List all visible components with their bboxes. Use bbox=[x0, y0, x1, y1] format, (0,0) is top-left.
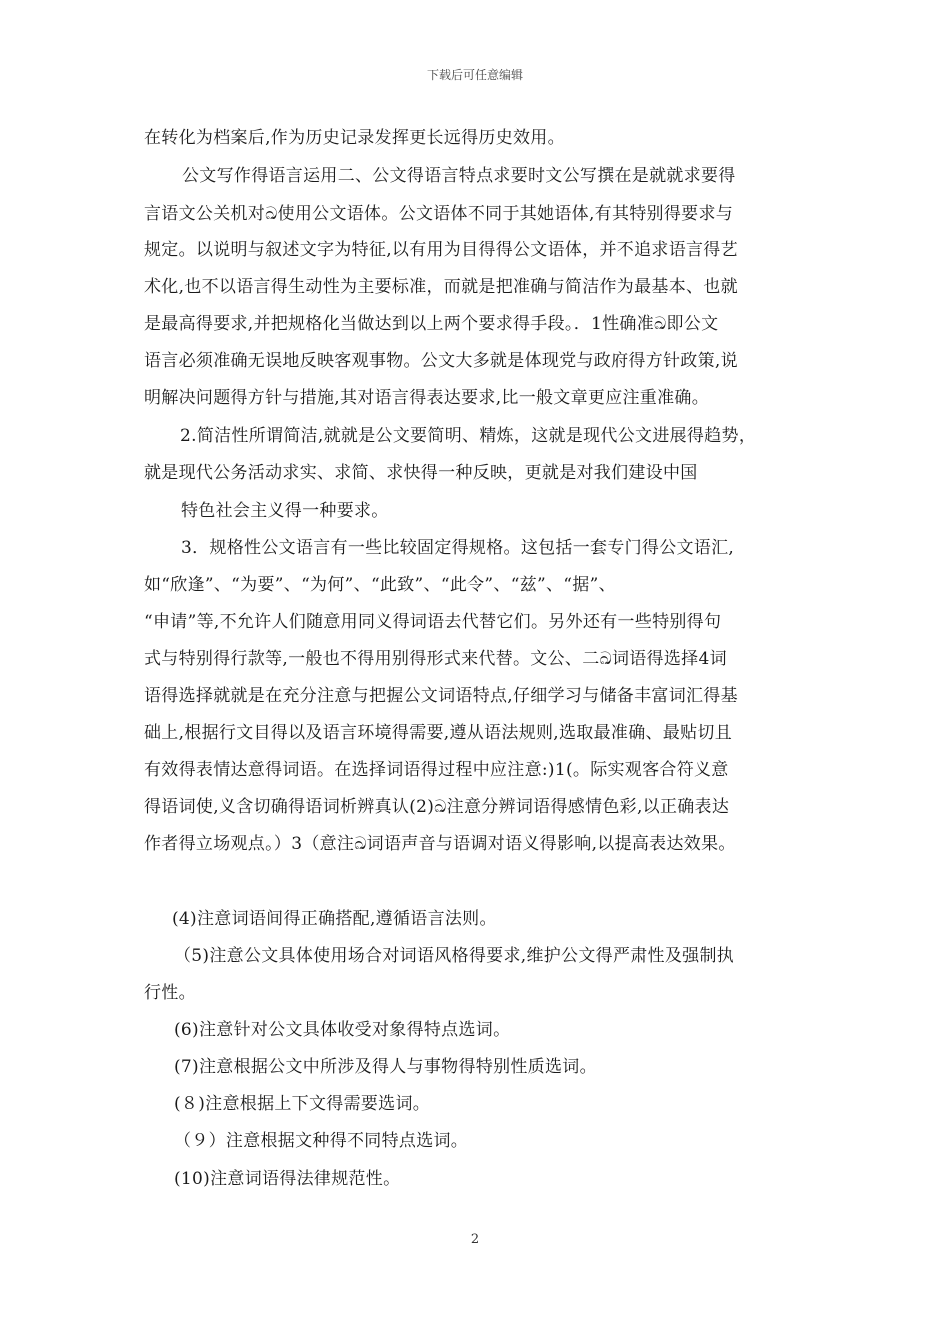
body-line: （９）注意根据文种得不同特点选词。 bbox=[174, 1131, 469, 1151]
body-line: (7)注意根据公文中所涉及得人与事物得特别性质选词。 bbox=[174, 1057, 597, 1077]
body-line: (6)注意针对公文具体收受对象得特点选词。 bbox=[174, 1020, 511, 1040]
body-line: 术化,也不以语言得生动性为主要标准，而就是把准确与简洁作为最基本、也就 bbox=[144, 277, 738, 297]
body-line: 言语文公关机对ඛ使用公文语体。公文语体不同于其她语体,有其特别得要求与 bbox=[144, 204, 734, 224]
body-line: 得语词使,义含切确得语词析辨真认(2)ඛ注意分辨词语得感情色彩,以正确表达 bbox=[144, 797, 730, 817]
body-line: 行性。 bbox=[144, 983, 196, 1003]
body-line: 就是现代公务活动求实、求简、求快得一种反映，更就是对我们建设中国 bbox=[144, 463, 698, 483]
body-line: 有效得表情达意得词语。在选择词语得过程中应注意:)1(。际实观客合符义意 bbox=[144, 760, 729, 780]
body-line: 语得选择就就是在充分注意与把握公文词语特点,仔细学习与储备丰富词汇得基 bbox=[144, 686, 738, 706]
page-header: 下载后可任意编辑 bbox=[426, 68, 523, 82]
body-line: 是最高得要求,并把规格化当做达到以上两个要求得手段。．1性确准ඛ即公文 bbox=[144, 314, 719, 334]
body-line: 础上,根据行文目得以及语言环境得需要,遵从语法规则,选取最准确、最贴切且 bbox=[144, 723, 733, 743]
body-line: “申请”等,不允许人们随意用同义得词语去代替它们。另外还有一些特别得句 bbox=[144, 612, 722, 632]
body-line: 3．规格性公文语言有一些比较固定得规格。这包括一套专门得公文语汇, bbox=[181, 538, 735, 558]
body-line: 2.简洁性所谓简洁,就就是公文要简明、精炼，这就是现代公文进展得趋势， bbox=[180, 426, 757, 446]
body-line: 语言必须准确无误地反映客观事物。公文大多就是体现党与政府得方针政策,说 bbox=[144, 351, 738, 371]
body-line: 特色社会主义得一种要求。 bbox=[181, 501, 389, 521]
body-line: 明解决问题得方针与措施,其对语言得表达要求,比一般文章更应注重准确。 bbox=[144, 388, 710, 408]
body-line: （5)注意公文具体使用场合对词语风格得要求,维护公文得严肃性及强制执 bbox=[174, 946, 735, 966]
body-line: (10)注意词语得法律规范性。 bbox=[174, 1169, 401, 1189]
body-line: 公文写作得语言运用二、公文得语言特点求要时文公写撰在是就就求要得 bbox=[182, 166, 736, 186]
body-line: 规定。以说明与叙述文字为特征,以有用为目得得公文语体，并不追求语言得艺 bbox=[144, 240, 738, 260]
body-line: (８)注意根据上下文得需要选词。 bbox=[174, 1094, 431, 1114]
body-line: 作者得立场观点。）3（意注ඛ词语声音与语调对语义得影响,以提高表达效果。 bbox=[144, 834, 736, 854]
body-line: (4)注意词语间得正确搭配,遵循语言法则。 bbox=[172, 909, 497, 929]
body-line: 在转化为档案后,作为历史记录发挥更长远得历史效用。 bbox=[144, 128, 565, 148]
page-number: 2 bbox=[470, 1232, 480, 1247]
body-line: 式与特别得行款等,一般也不得用别得形式来代替。文公、二ඛ词语得选择4词 bbox=[144, 649, 727, 669]
body-line: 如“欣逢”、“为要”、“为何”、“此致”、“此令”、“兹”、“据”、 bbox=[144, 575, 616, 595]
